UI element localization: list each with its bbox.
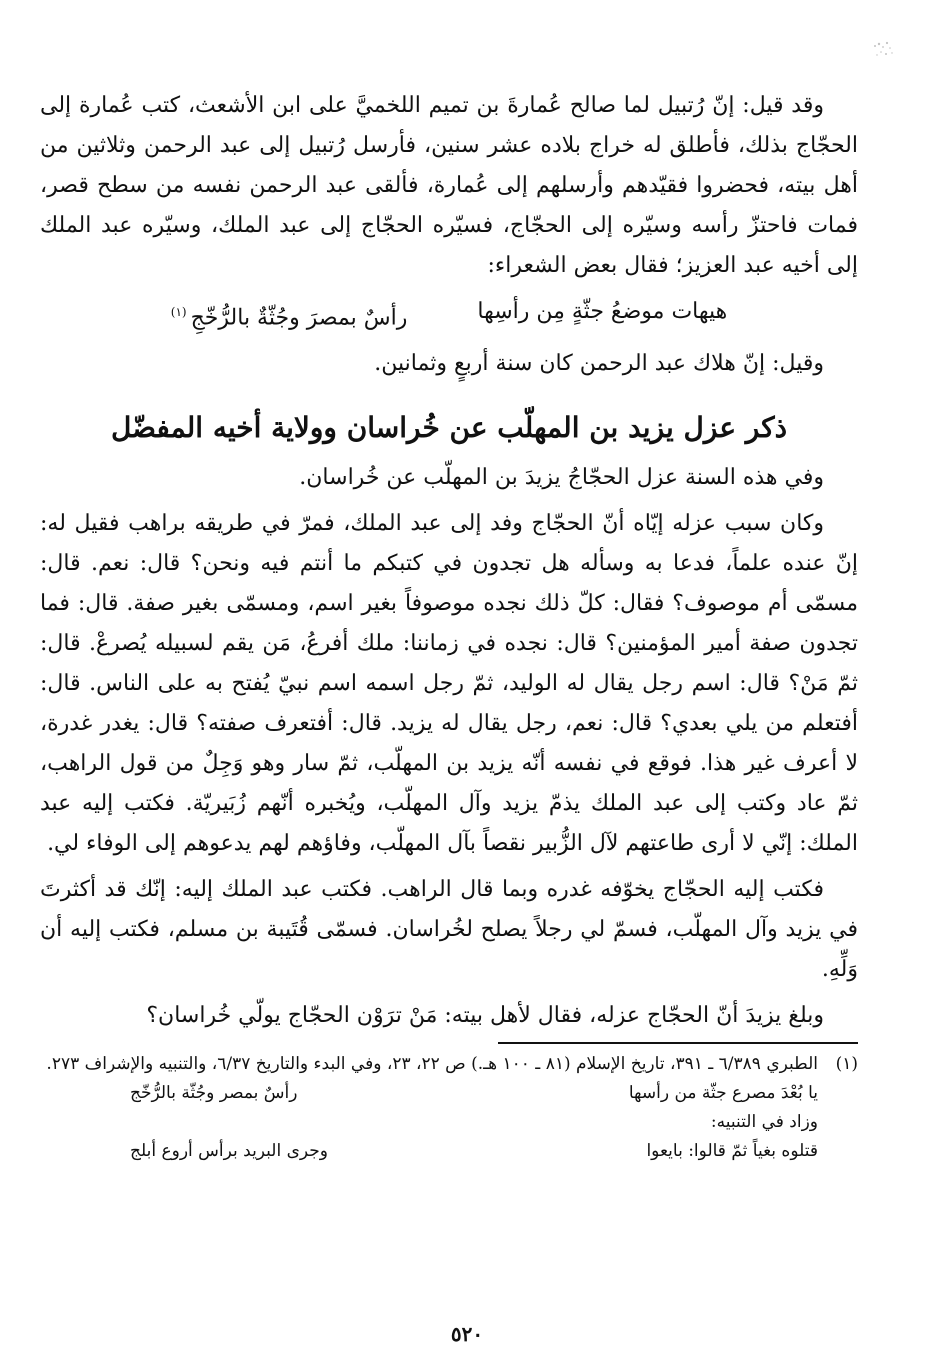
paragraph-death-date: وقيل: إنّ هلاك عبد الرحمن كان سنة أربعٍ وثمانين.	[374, 351, 824, 377]
footnote-verse-2	[40, 1136, 858, 1166]
footnote-verse-1-first: يا بُعْدَ مصرع جثّة من رأسها	[628, 1083, 818, 1104]
footnote-entry	[40, 1050, 858, 1078]
footnote-sources: الطبري ٦/٣٨٩ ـ ٣٩١، تاريخ الإسلام (٨١ ـ ١٠٠ هـ.) ص ٢٢، ٢٣، وفي البدء والتاريخ ٦/٣٧، والتنبيه والإشراف ٢٧٣.	[46, 1054, 818, 1075]
footnote-number: (١)	[835, 1054, 858, 1075]
paragraph-dismissal: وفي هذه السنة عزل الحجّاجُ يزيدَ بن المهلّب عن خُراسان.	[299, 465, 824, 491]
verse-second-text: رأسٌ بمصرَ وجُثّةٌ بالرُّخّجِ	[190, 305, 408, 331]
section-heading: ذكر عزل يزيد بن المهلّب عن خُراسان وولاية أخيه المفضّل	[110, 411, 788, 445]
verse-second-hemistich	[171, 292, 408, 338]
paragraph-ratbil: وقد قيل: إنّ رُتبيل لما صالح عُمارةَ بن تميم اللخميَّ على ابن الأشعث، كتب عُمارة إلى الحجّاج بذلك، فأطلق له خراج بلاده عشر سنين، فأرسل رُتبيل إلى عبد الرحمن وثلاثين من أهل بيته، فحضروا فقيّدهم وأرسلهم إلى عُمارة، فألقى عبد الرحمن نفسه من سطح قصر، فمات فاحتزّ رأسه وسيّره إلى الحجّاج، فسيّره الحجّاج إلى عبد الملك، وسيّره عبد الملك إلى أخيه عبد العزيز؛ فقال بعض الشعراء:	[40, 93, 858, 278]
page-content	[40, 86, 858, 1166]
footnote-reference[interactable]: (١)	[170, 305, 187, 319]
footnote-addition-label: وزاد في التنبيه:	[710, 1112, 818, 1133]
footnote-verse-1-second: رأسٌ بمصر وجُثّة بالرُّخّج	[130, 1083, 298, 1104]
page-number: ٥٢٠	[450, 1322, 484, 1346]
verse-main	[40, 292, 858, 338]
footnote-verse-1	[40, 1078, 858, 1108]
verse-first-hemistich: هيهات موضعُ جثّةٍ مِن رأسِها	[477, 299, 728, 324]
paragraph-yazid-question: وبلغ يزيدَ أنّ الحجّاج عزله، فقال لأهل بيته: مَنْ ترَوْن الحجّاج يولّي خُراسان؟	[146, 1003, 824, 1029]
footnotes	[40, 1050, 858, 1166]
scan-speck-icon	[872, 40, 896, 62]
paragraph-monk-story: وكان سبب عزله إيّاه أنّ الحجّاج وفد إلى عبد الملك، فمرّ في طريقه براهب فقيل له: إنّ عنده علماً، فدعا به وسأله هل تجدون في كتبكم ما أنتم فيه ونحن؟ قال: نعم. قال: مسمّى أم موصوف؟ فقال: كلّ ذلك نجده موصوفاً بغير اسم، ومسمّى بغير صفة. قال: فما تجدون صفة أمير المؤمنين؟ قال: نجده في زماننا: ملك أفرعُ، مَن يقم لسبيله يُصرعْ. قال: ثمّ مَنْ؟ قال: اسم رجل يقال له الوليد، ثمّ رجل اسمه اسم نبيّ يُفتح به على الناس. قال: أفتعلم من يلي بعدي؟ قال: نعم، رجل يقال له يزيد. قال: أفتعرف صفته؟ قال: يغدر غدرة، لا أعرف غير هذا. فوقع في نفسه أنّه يزيد بن المهلّب، ثمّ سار وهو وَجِلٌ من قول الراهب، ثمّ عاد وكتب إلى عبد الملك يذمّ يزيد وآل المهلّب، ويُخبره أنّهم زُبَيريّة. فكتب إليه عبد الملك: إنّي لا أرى طاعتهم لآل الزُّبير نقصاً بآل المهلّب، وفاؤهم لهم يدعوهم إلى الوفاء لي.	[40, 511, 858, 857]
paragraph-qutayba: فكتب إليه الحجّاج يخوّفه غدره وبما قال الراهب. فكتب عبد الملك إليه: إنّك قد أكثرتَ في يزيد وآل المهلّب، فسمّ لي رجلاً يصلح لخُراسان. فسمّى قُتَيبة بن مسلم، فكتب إليه أن وَلِّهِ.	[40, 877, 858, 983]
footnote-verse-2-second: وجرى البريد برأس أروع أبلج	[130, 1141, 329, 1162]
footnote-verse-2-first: قتلوه بغياً ثمّ قالوا: بايعوا	[646, 1141, 818, 1162]
footnote-divider	[498, 1042, 858, 1044]
